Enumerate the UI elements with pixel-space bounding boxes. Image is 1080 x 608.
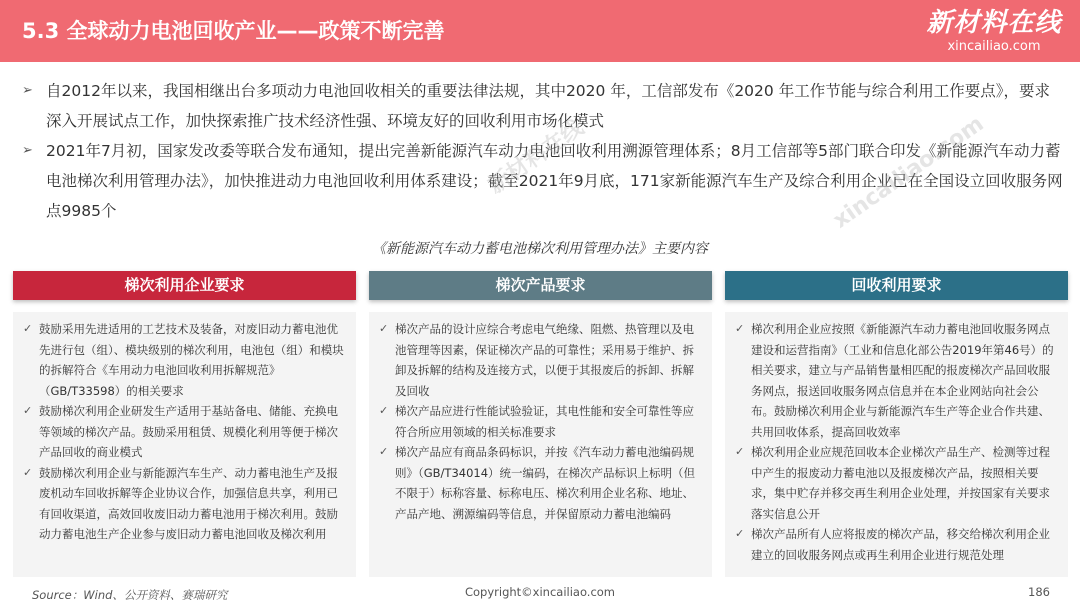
- list-item: [23, 319, 346, 401]
- intro-bullets: [20, 76, 1065, 226]
- item-text: 鼓励梯次利用企业研发生产适用于基站备电、储能、充换电等领域的梯次产品。鼓励采用租赁、规模化利用等便于梯次产品回收的商业模式: [39, 404, 338, 459]
- card-product-requirements: [369, 271, 712, 577]
- item-text: 梯次利用企业应规范回收本企业梯次产品生产、检测等过程中产生的报废动力蓄电池以及报废梯次产品，按照相关要求，集中贮存并移交再生利用企业处理，并按国家有关要求落实信息公开: [751, 445, 1050, 521]
- brand-logo: [924, 6, 1064, 58]
- card-title: 梯次产品要求: [369, 271, 712, 300]
- checkmark-icon: ✓: [379, 322, 389, 335]
- card-body: [725, 312, 1068, 577]
- item-text: 梯次利用企业应按照《新能源汽车动力蓄电池回收服务网点建设和运营指南》（工业和信息化部公告2019年第46号）的相关要求，建立与产品销售量相匹配的报废梯次产品回收服务网点，报送回收服务网点信息并在本企业网站向社会公布。鼓励梯次利用企业与新能源汽车生产等企业合作共建、共用回收体系，提高回收效率: [751, 322, 1054, 439]
- list-item: [379, 442, 702, 524]
- item-text: 鼓励梯次利用企业与新能源汽车生产、动力蓄电池生产及报废机动车回收拆解等企业协议合作，加强信息共享，利用已有回收渠道，高效回收废旧动力蓄电池用于梯次利用。鼓励动力蓄电池生产企业参与废旧动力蓄电池回收及梯次利用: [39, 465, 338, 541]
- watermark: 新材料在线: [483, 115, 589, 199]
- card-body: [369, 312, 712, 577]
- source-note: Source：Wind、公开资料、赛瑞研究: [32, 588, 228, 602]
- card-title: 梯次利用企业要求: [13, 271, 356, 300]
- title-bar: [0, 0, 1080, 62]
- list-item: [379, 319, 702, 401]
- card-enterprise-requirements: [13, 271, 356, 577]
- copyright: Copyright©xincailiao.com: [464, 585, 616, 599]
- page-number: 186: [1028, 585, 1050, 599]
- checkmark-icon: ✓: [735, 322, 745, 335]
- list-item: [23, 463, 346, 545]
- logo-text: 新材料在线: [926, 8, 1062, 38]
- logo-url: xincailiao.com: [947, 39, 1041, 54]
- list-item: [23, 401, 346, 463]
- item-text: 梯次产品的设计应综合考虑电气绝缘、阻燃、热管理以及电池管理等因素，保证梯次产品的可靠性；采用易于维护、拆卸及拆解的结构及连接方式，以便于其报废后的拆卸、拆解及回收: [395, 322, 694, 398]
- item-text: 梯次产品所有人应将报废的梯次产品，移交给梯次利用企业建立的回收服务网点或再生利用企业进行规范处理: [751, 527, 1050, 562]
- item-text: 鼓励采用先进适用的工艺技术及装备，对废旧动力蓄电池优先进行包（组）、模块级别的梯次利用，电池包（组）和模块的拆解符合《车用动力电池回收利用拆解规范》（GB/T33598）的相关要求: [39, 322, 344, 398]
- section-caption: 《新能源汽车动力蓄电池梯次利用管理办法》主要内容: [372, 241, 708, 257]
- arrow-right-icon: ➢: [22, 143, 33, 158]
- page-title: 5.3 全球动力电池回收产业——政策不断完善: [22, 19, 445, 43]
- list-item: [379, 401, 702, 442]
- item-text: 梯次产品应有商品条码标识，并按《汽车动力蓄电池编码规则》（GB/T34014）统一编码，在梯次产品标识上标明（但不限于）标称容量、标称电压、梯次利用企业名称、地址、产品产地、溯源编码等信息，并保留原动力蓄电池编码: [395, 445, 696, 521]
- item-text: 梯次产品应进行性能试验验证，其电性能和安全可靠性等应符合所应用领域的相关标准要求: [395, 404, 694, 439]
- list-item: [735, 524, 1058, 565]
- bullet-item: [20, 136, 1065, 226]
- list-item: [735, 442, 1058, 524]
- checkmark-icon: ✓: [379, 445, 389, 458]
- card-title: 回收利用要求: [725, 271, 1068, 300]
- bullet-item: [20, 76, 1065, 136]
- card-body: [13, 312, 356, 577]
- bullet-text: 自2012年以来，我国相继出台多项动力电池回收相关的重要法律法规，其中2020 年，工信部发布《2020 年工作节能与综合利用工作要点》，要求深入开展试点工作，加快探索推广技术经济性强、环境友好的回收利用市场化模式: [46, 82, 1050, 130]
- checkmark-icon: ✓: [23, 404, 33, 417]
- checkmark-icon: ✓: [735, 527, 745, 540]
- list-item: [735, 319, 1058, 442]
- card-recycling-requirements: [725, 271, 1068, 577]
- checkmark-icon: ✓: [23, 322, 33, 335]
- checkmark-icon: ✓: [735, 445, 745, 458]
- checkmark-icon: ✓: [379, 404, 389, 417]
- checkmark-icon: ✓: [23, 465, 33, 479]
- watermark: xincailiao.com: [828, 111, 989, 234]
- arrow-right-icon: ➢: [22, 83, 33, 98]
- bullet-text: 2021年7月初，国家发改委等联合发布通知，提出完善新能源汽车动力电池回收利用溯源管理体系；8月工信部等5部门联合印发《新能源汽车动力蓄电池梯次利用管理办法》，加快推进动力电池回收利用体系建设；截至2021年9月底，171家新能源汽车生产及综合利用企业已在全国设立回收服务网点9985个: [46, 142, 1063, 220]
